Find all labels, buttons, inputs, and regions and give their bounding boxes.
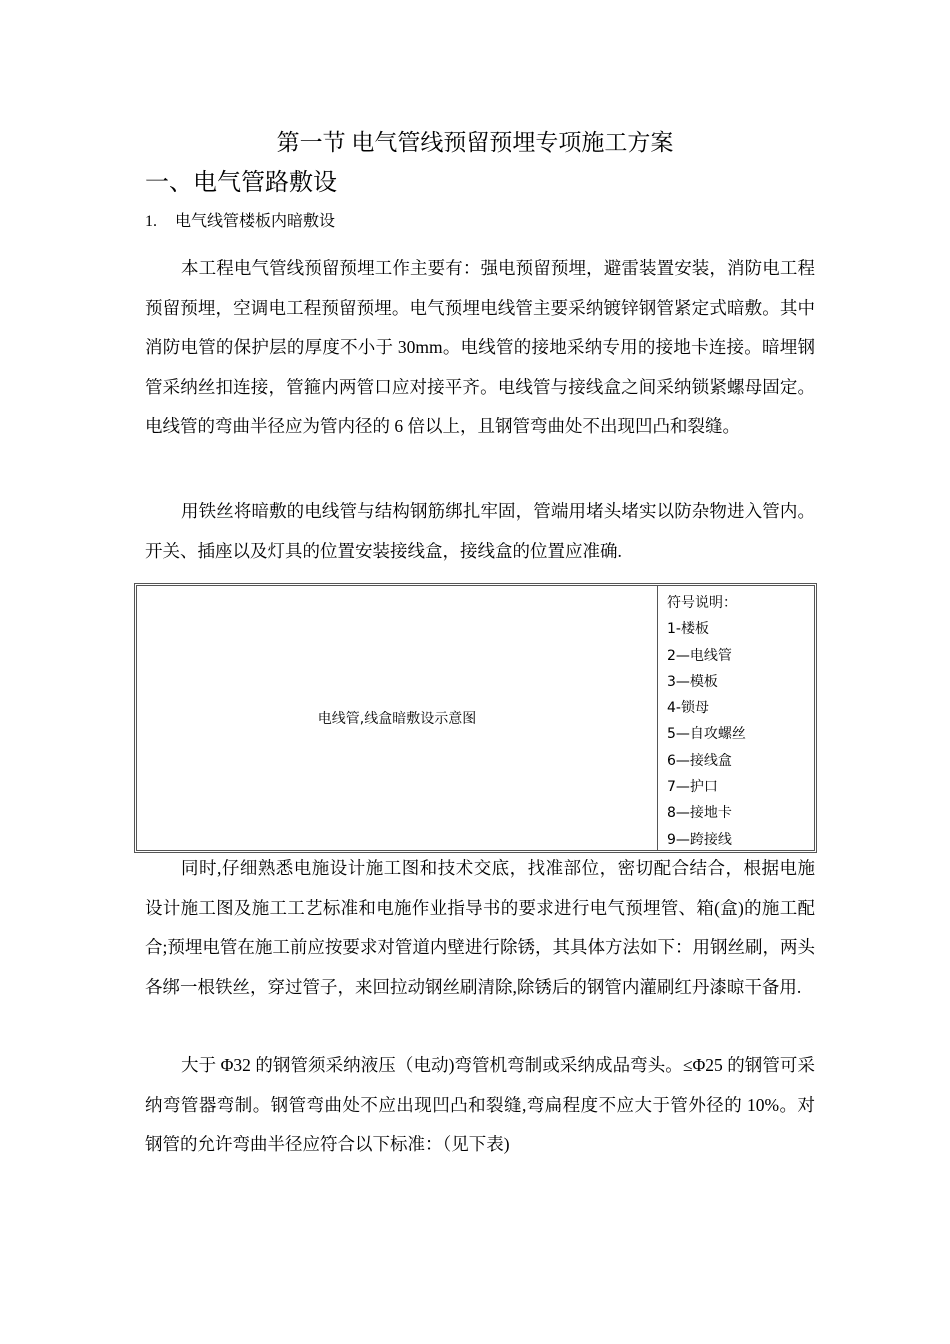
legend-item: 6—接线盒: [667, 752, 732, 769]
legend: [658, 586, 814, 850]
legend-item: 2—电线管: [667, 647, 732, 664]
legend-item: 9—跨接线: [667, 831, 732, 848]
paragraph: 用铁丝将暗敷的电线管与结构钢筋绑扎牢固，管端用堵头堵实以防杂物进入管内。开关、插座以及灯具的位置安装接线盒，接线盒的位置应准确.: [145, 501, 815, 561]
section-title: 第一节 电气管线预留预埋专项施工方案: [276, 130, 674, 155]
legend-item: 1-楼板: [667, 621, 709, 638]
figure-placeholder: [137, 586, 658, 850]
legend-item: 3—模板: [667, 673, 718, 690]
paragraph: 大于 Φ32 的钢管须采纳液压（电动)弯管机弯制或采纳成品弯头。≤Φ25 的钢管可采纳弯管器弯制。钢管弯曲处不应出现凹凸和裂缝,弯扁程度不应大于管外径的 10%。对钢管的允许弯曲半径应符合以下标准：（见下表): [145, 1055, 815, 1154]
legend-item: 4-锁母: [667, 700, 709, 717]
heading-number: 1.: [145, 213, 157, 230]
legend-item: 8—接地卡: [667, 805, 732, 822]
legend-item: 5—自攻螺丝: [667, 726, 746, 743]
legend-item: 7—护口: [667, 779, 718, 796]
paragraph: 本工程电气管线预留预埋工作主要有：强电预留预埋，避雷装置安装，消防电工程预留预埋，空调电工程预留预埋。电气预埋电线管主要采纳镀锌钢管紧定式暗敷。其中消防电管的保护层的厚度不小于 30mm。电线管的接地采纳专用的接地卡连接。暗埋钢管采纳丝扣连接，管箍内两管口应对接平齐。电线管与接线盒之间采纳锁紧螺母固定。电线管的弯曲半径应为管内径的 6 倍以上，且钢管弯曲处不出现凹凸和裂缝。: [145, 258, 815, 436]
figure-caption: 电线管,线盒暗敷设示意图: [317, 711, 477, 727]
heading-text: 电气线管楼板内暗敷设: [175, 213, 336, 230]
heading-level-1: 一、电气管路敷设: [145, 170, 337, 196]
legend-title: 符号说明：: [667, 595, 737, 611]
figure-table: [134, 583, 817, 853]
paragraph: 同时,仔细熟悉电施设计施工图和技术交底，找准部位，密切配合结合，根据电施设计施工图及施工工艺标准和电施作业指导书的要求进行电气预埋管、箱(盒)的施工配合;预埋电管在施工前应按要求对管道内壁进行除锈，其具体方法如下：用钢丝刷，两头各绑一根铁丝，穿过管子，来回拉动钢丝刷清除,除锈后的钢管内灌刷红丹漆晾干备用.: [145, 858, 815, 997]
heading-level-2: [145, 208, 335, 236]
